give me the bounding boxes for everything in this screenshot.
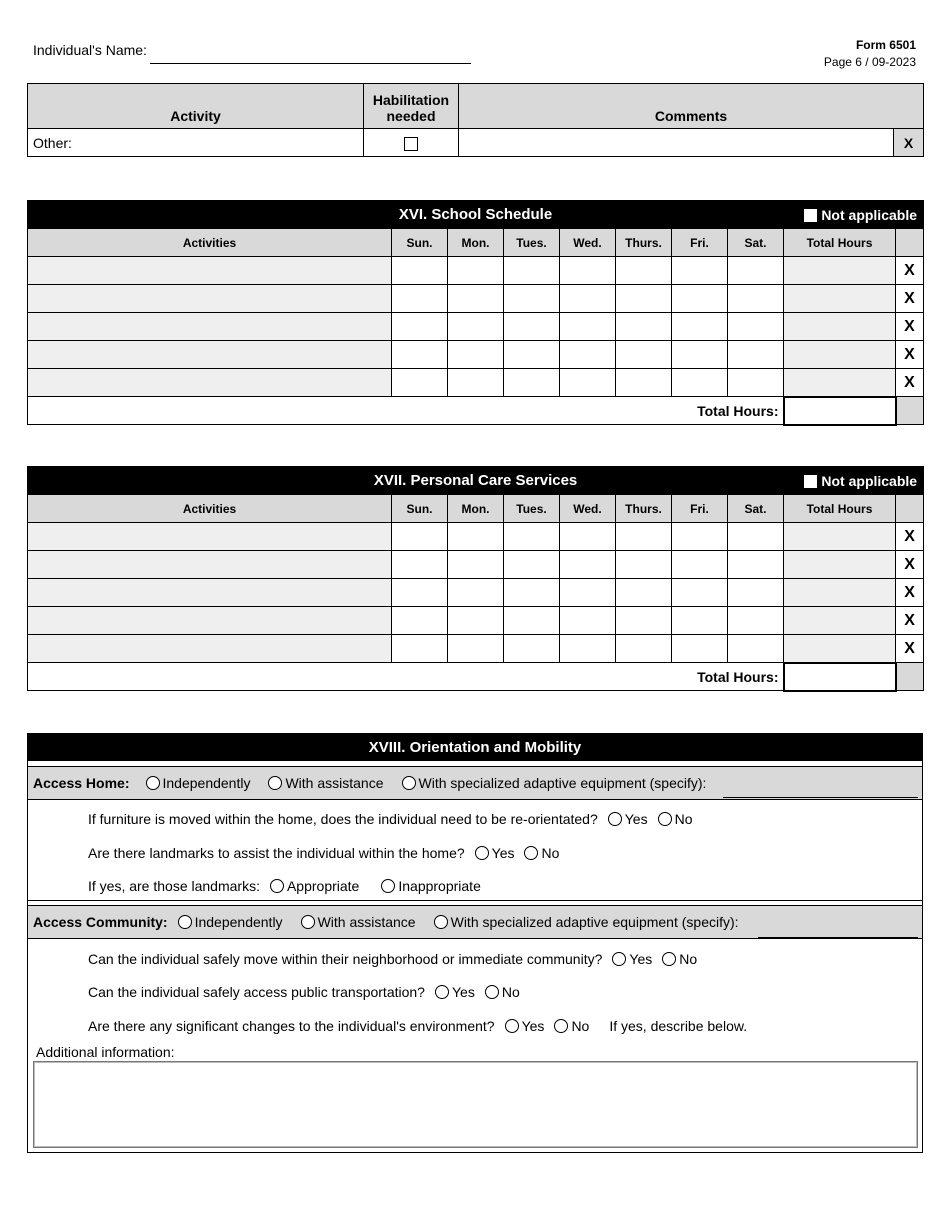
- other-activity-input[interactable]: [28, 129, 364, 157]
- mon-cell-input[interactable]: [448, 579, 504, 607]
- fri-cell-input[interactable]: [672, 579, 728, 607]
- mon-cell-input[interactable]: [448, 341, 504, 369]
- total-hours-cell-input[interactable]: [784, 313, 896, 341]
- col-thurs: Thurs.: [616, 495, 672, 523]
- access-home-specify-input[interactable]: [723, 797, 918, 798]
- community-q2-yes[interactable]: [435, 984, 475, 1000]
- delete-row-button[interactable]: X: [896, 285, 924, 313]
- radio-icon[interactable]: [554, 1019, 568, 1033]
- wed-cell-input[interactable]: [560, 369, 616, 397]
- thurs-cell-input[interactable]: [616, 635, 672, 663]
- activity-cell-input[interactable]: [28, 579, 392, 607]
- page-info: Page 6 / 09-2023: [823, 55, 916, 69]
- sun-cell-input[interactable]: [392, 257, 448, 285]
- sat-cell-input[interactable]: [728, 285, 784, 313]
- thurs-cell-input[interactable]: [616, 341, 672, 369]
- radio-icon[interactable]: [608, 812, 622, 826]
- option-label: Yes: [624, 811, 648, 827]
- table-row: [28, 551, 924, 579]
- tues-cell-input[interactable]: [504, 369, 560, 397]
- home-q2-yes[interactable]: [475, 845, 515, 861]
- tues-cell-input[interactable]: [504, 607, 560, 635]
- comments-input[interactable]: [459, 129, 894, 157]
- col-thurs: Thurs.: [616, 229, 672, 257]
- delete-row-button[interactable]: X: [896, 607, 924, 635]
- thurs-cell-input[interactable]: [616, 369, 672, 397]
- total-hours-cell-input[interactable]: [784, 579, 896, 607]
- total-hours-cell-input[interactable]: [784, 635, 896, 663]
- personal-care-table: [27, 466, 924, 692]
- thurs-cell-input[interactable]: [616, 285, 672, 313]
- sun-cell-input[interactable]: [392, 607, 448, 635]
- col-total-hours: Total Hours: [784, 229, 896, 257]
- total-hours-cell-input[interactable]: [784, 285, 896, 313]
- orientation-mobility-section: [27, 733, 923, 1153]
- col-wed: Wed.: [560, 495, 616, 523]
- mon-cell-input[interactable]: [448, 313, 504, 341]
- personal-care-total-label: Total Hours:: [28, 663, 784, 691]
- table-row: [28, 285, 924, 313]
- col-activities: Activities: [28, 495, 392, 523]
- option-label: With specialized adaptive equipment (specify):: [450, 914, 739, 930]
- fri-cell-input[interactable]: [672, 313, 728, 341]
- option-label: Yes: [521, 1018, 545, 1034]
- total-hours-cell-input[interactable]: [784, 369, 896, 397]
- sun-cell-input[interactable]: [392, 551, 448, 579]
- sat-cell-input[interactable]: [728, 369, 784, 397]
- individual-name-label: Individual's Name:: [33, 42, 147, 58]
- activity-cell-input[interactable]: [28, 257, 392, 285]
- other-label: Other:: [33, 134, 72, 151]
- thurs-cell-input[interactable]: [616, 523, 672, 551]
- option-label: With specialized adaptive equipment (specify):: [418, 775, 707, 791]
- community-q1-yes[interactable]: [612, 951, 652, 967]
- delete-row-button[interactable]: X: [896, 257, 924, 285]
- radio-icon[interactable]: [178, 915, 192, 929]
- access-home-label: Access Home:: [33, 775, 130, 791]
- activity-cell-input[interactable]: [28, 523, 392, 551]
- sun-cell-input[interactable]: [392, 313, 448, 341]
- question-text: If yes, are those landmarks:: [88, 878, 260, 894]
- community-q2-no[interactable]: [485, 984, 520, 1000]
- personal-care-title: XVII. Personal Care Services: [373, 472, 578, 489]
- activity-cell-input[interactable]: [28, 635, 392, 663]
- access-community-specialized[interactable]: [434, 914, 739, 930]
- fri-cell-input[interactable]: [672, 551, 728, 579]
- question-text: Can the individual safely access public transportation?: [88, 984, 425, 1000]
- delete-row-button[interactable]: X: [896, 551, 924, 579]
- mon-cell-input[interactable]: [448, 257, 504, 285]
- radio-icon[interactable]: [381, 879, 395, 893]
- radio-icon[interactable]: [435, 985, 449, 999]
- table-row: [28, 523, 924, 551]
- personal-care-na-checkbox[interactable]: [804, 475, 817, 488]
- school-total-label: Total Hours:: [28, 397, 784, 425]
- school-na-checkbox[interactable]: [804, 209, 817, 222]
- sat-cell-input[interactable]: [728, 551, 784, 579]
- col-tues: Tues.: [504, 229, 560, 257]
- sun-cell-input[interactable]: [392, 635, 448, 663]
- wed-cell-input[interactable]: [560, 341, 616, 369]
- school-na-label: Not applicable: [821, 207, 917, 223]
- fri-cell-input[interactable]: [672, 257, 728, 285]
- total-hours-cell-input[interactable]: [784, 607, 896, 635]
- col-wed: Wed.: [560, 229, 616, 257]
- option-label: Independently: [194, 914, 283, 930]
- question-text: Are there landmarks to assist the individual within the home?: [88, 845, 465, 861]
- access-home-row: [28, 766, 922, 800]
- wed-cell-input[interactable]: [560, 257, 616, 285]
- col-sat: Sat.: [728, 495, 784, 523]
- total-hours-cell-input[interactable]: [784, 523, 896, 551]
- option-label: No: [501, 984, 520, 1000]
- radio-icon[interactable]: [268, 776, 282, 790]
- school-rows: [28, 257, 924, 397]
- option-label: No: [541, 845, 560, 861]
- personal-care-total-hours-input[interactable]: [784, 663, 896, 691]
- question-text: Can the individual safely move within their neighborhood or immediate community?: [88, 951, 603, 967]
- school-total-hours-input[interactable]: [784, 397, 896, 425]
- wed-cell-input[interactable]: [560, 523, 616, 551]
- delete-row-button[interactable]: X: [896, 523, 924, 551]
- community-q1-no[interactable]: [662, 951, 697, 967]
- radio-icon[interactable]: [612, 952, 626, 966]
- access-community-specify-input[interactable]: [758, 937, 918, 938]
- wed-cell-input[interactable]: [560, 551, 616, 579]
- option-label: No: [674, 811, 693, 827]
- access-home-with-assistance[interactable]: [268, 775, 383, 791]
- col-comments: Comments: [459, 84, 924, 129]
- option-label: No: [571, 1018, 590, 1034]
- delete-row-button[interactable]: X: [896, 635, 924, 663]
- access-community-row: [28, 905, 922, 939]
- table-row: [28, 369, 924, 397]
- table-row: [28, 257, 924, 285]
- radio-icon[interactable]: [434, 915, 448, 929]
- home-q3-appropriate[interactable]: [270, 878, 359, 894]
- total-hours-cell-input[interactable]: [784, 341, 896, 369]
- radio-icon[interactable]: [662, 952, 676, 966]
- tues-cell-input[interactable]: [504, 313, 560, 341]
- col-activity: Activity: [28, 84, 364, 129]
- fri-cell-input[interactable]: [672, 369, 728, 397]
- table-row: [28, 579, 924, 607]
- option-label: Independently: [162, 775, 251, 791]
- school-schedule-title: XVI. School Schedule: [398, 206, 553, 223]
- option-label: Appropriate: [286, 878, 360, 894]
- col-sun: Sun.: [392, 229, 448, 257]
- col-mon: Mon.: [448, 495, 504, 523]
- col-sun: Sun.: [392, 495, 448, 523]
- sat-cell-input[interactable]: [728, 607, 784, 635]
- table-row: [28, 313, 924, 341]
- community-q3-no[interactable]: [554, 1018, 589, 1034]
- option-label: With assistance: [285, 775, 384, 791]
- fri-cell-input[interactable]: [672, 285, 728, 313]
- access-community-independently[interactable]: [178, 914, 283, 930]
- fri-cell-input[interactable]: [672, 607, 728, 635]
- personal-care-na-label: Not applicable: [821, 473, 918, 489]
- radio-icon[interactable]: [146, 776, 160, 790]
- option-label: Yes: [451, 984, 475, 1000]
- wed-cell-input[interactable]: [560, 285, 616, 313]
- orientation-title: XVIII. Orientation and Mobility: [28, 734, 922, 761]
- tues-cell-input[interactable]: [504, 635, 560, 663]
- form-number: Form 6501: [855, 38, 916, 52]
- radio-icon[interactable]: [505, 1019, 519, 1033]
- fri-cell-input[interactable]: [672, 635, 728, 663]
- wed-cell-input[interactable]: [560, 579, 616, 607]
- col-fri: Fri.: [672, 229, 728, 257]
- mon-cell-input[interactable]: [448, 369, 504, 397]
- col-total-hours: Total Hours: [784, 495, 896, 523]
- habilitation-cell: [364, 129, 459, 157]
- community-q3-yes[interactable]: [505, 1018, 545, 1034]
- sat-cell-input[interactable]: [728, 579, 784, 607]
- home-q1-no[interactable]: [658, 811, 693, 827]
- col-fri: Fri.: [672, 495, 728, 523]
- community-question-3: [88, 1018, 747, 1034]
- activity-cell-input[interactable]: [28, 341, 392, 369]
- school-schedule-title-bar: [28, 201, 924, 229]
- col-mon: Mon.: [448, 229, 504, 257]
- delete-row-button[interactable]: X: [894, 129, 924, 157]
- personal-care-title-bar: [28, 467, 924, 495]
- sun-cell-input[interactable]: [392, 369, 448, 397]
- table-row: [28, 341, 924, 369]
- personal-care-total-end: [896, 663, 924, 691]
- option-label: With assistance: [317, 914, 416, 930]
- wed-cell-input[interactable]: [560, 607, 616, 635]
- option-label: Yes: [629, 951, 653, 967]
- tues-cell-input[interactable]: [504, 285, 560, 313]
- home-question-2: [88, 845, 559, 861]
- sat-cell-input[interactable]: [728, 257, 784, 285]
- thurs-cell-input[interactable]: [616, 551, 672, 579]
- activity-cell-input[interactable]: [28, 551, 392, 579]
- radio-icon[interactable]: [658, 812, 672, 826]
- community-question-1: [88, 951, 697, 967]
- delete-row-button[interactable]: X: [896, 341, 924, 369]
- option-label: Inappropriate: [398, 878, 481, 894]
- school-total-end: [896, 397, 924, 425]
- mon-cell-input[interactable]: [448, 523, 504, 551]
- sun-cell-input[interactable]: [392, 523, 448, 551]
- tues-cell-input[interactable]: [504, 341, 560, 369]
- col-sat: Sat.: [728, 229, 784, 257]
- mon-cell-input[interactable]: [448, 607, 504, 635]
- personal-care-not-applicable[interactable]: [804, 473, 917, 489]
- activity-cell-input[interactable]: [28, 313, 392, 341]
- home-q2-no[interactable]: [524, 845, 559, 861]
- question-text: If furniture is moved within the home, does the individual need to be re-orientated?: [88, 811, 598, 827]
- mon-cell-input[interactable]: [448, 551, 504, 579]
- individual-name-input[interactable]: [150, 63, 471, 64]
- describe-note: If yes, describe below.: [609, 1018, 748, 1034]
- access-home-specialized[interactable]: [402, 775, 707, 791]
- table-row: [28, 635, 924, 663]
- thurs-cell-input[interactable]: [616, 313, 672, 341]
- delete-row-button[interactable]: X: [896, 369, 924, 397]
- personal-care-rows: [28, 523, 924, 663]
- thurs-cell-input[interactable]: [616, 579, 672, 607]
- delete-row-button[interactable]: X: [896, 579, 924, 607]
- sat-cell-input[interactable]: [728, 635, 784, 663]
- sat-cell-input[interactable]: [728, 341, 784, 369]
- sat-cell-input[interactable]: [728, 523, 784, 551]
- total-hours-cell-input[interactable]: [784, 257, 896, 285]
- wed-cell-input[interactable]: [560, 635, 616, 663]
- thurs-cell-input[interactable]: [616, 257, 672, 285]
- radio-icon[interactable]: [485, 985, 499, 999]
- table-row: [28, 607, 924, 635]
- activity-cell-input[interactable]: [28, 607, 392, 635]
- radio-icon[interactable]: [270, 879, 284, 893]
- school-schedule-table: [27, 200, 924, 426]
- radio-icon[interactable]: [301, 915, 315, 929]
- activity-table: [27, 83, 924, 157]
- sun-cell-input[interactable]: [392, 579, 448, 607]
- access-community-label: Access Community:: [33, 914, 168, 930]
- tues-cell-input[interactable]: [504, 257, 560, 285]
- mon-cell-input[interactable]: [448, 635, 504, 663]
- additional-info-textarea[interactable]: [33, 1061, 918, 1148]
- col-tues: Tues.: [504, 495, 560, 523]
- tues-cell-input[interactable]: [504, 523, 560, 551]
- tues-cell-input[interactable]: [504, 579, 560, 607]
- option-label: Yes: [491, 845, 515, 861]
- activity-cell-input[interactable]: [28, 369, 392, 397]
- access-community-with-assistance[interactable]: [301, 914, 416, 930]
- home-question-3: [88, 878, 481, 894]
- activity-cell-input[interactable]: [28, 285, 392, 313]
- home-question-1: [88, 811, 693, 827]
- habilitation-checkbox[interactable]: [404, 137, 418, 151]
- radio-icon[interactable]: [524, 846, 538, 860]
- question-text: Are there any significant changes to the individual's environment?: [88, 1018, 495, 1034]
- radio-icon[interactable]: [402, 776, 416, 790]
- divider: [28, 900, 922, 901]
- col-delete: [896, 229, 924, 257]
- col-delete: [896, 495, 924, 523]
- additional-info-label: Additional information:: [36, 1044, 175, 1060]
- option-label: No: [679, 951, 698, 967]
- thurs-cell-input[interactable]: [616, 607, 672, 635]
- home-q3-inappropriate[interactable]: [381, 878, 481, 894]
- fri-cell-input[interactable]: [672, 341, 728, 369]
- radio-icon[interactable]: [475, 846, 489, 860]
- community-question-2: [88, 984, 520, 1000]
- tues-cell-input[interactable]: [504, 551, 560, 579]
- delete-row-button[interactable]: X: [896, 313, 924, 341]
- sun-cell-input[interactable]: [392, 285, 448, 313]
- sun-cell-input[interactable]: [392, 341, 448, 369]
- col-activities: Activities: [28, 229, 392, 257]
- home-q1-yes[interactable]: [608, 811, 648, 827]
- col-habilitation: Habilitation needed: [364, 84, 459, 129]
- wed-cell-input[interactable]: [560, 313, 616, 341]
- fri-cell-input[interactable]: [672, 523, 728, 551]
- sat-cell-input[interactable]: [728, 313, 784, 341]
- mon-cell-input[interactable]: [448, 285, 504, 313]
- total-hours-cell-input[interactable]: [784, 551, 896, 579]
- school-not-applicable[interactable]: [804, 207, 917, 223]
- access-home-independently[interactable]: [146, 775, 251, 791]
